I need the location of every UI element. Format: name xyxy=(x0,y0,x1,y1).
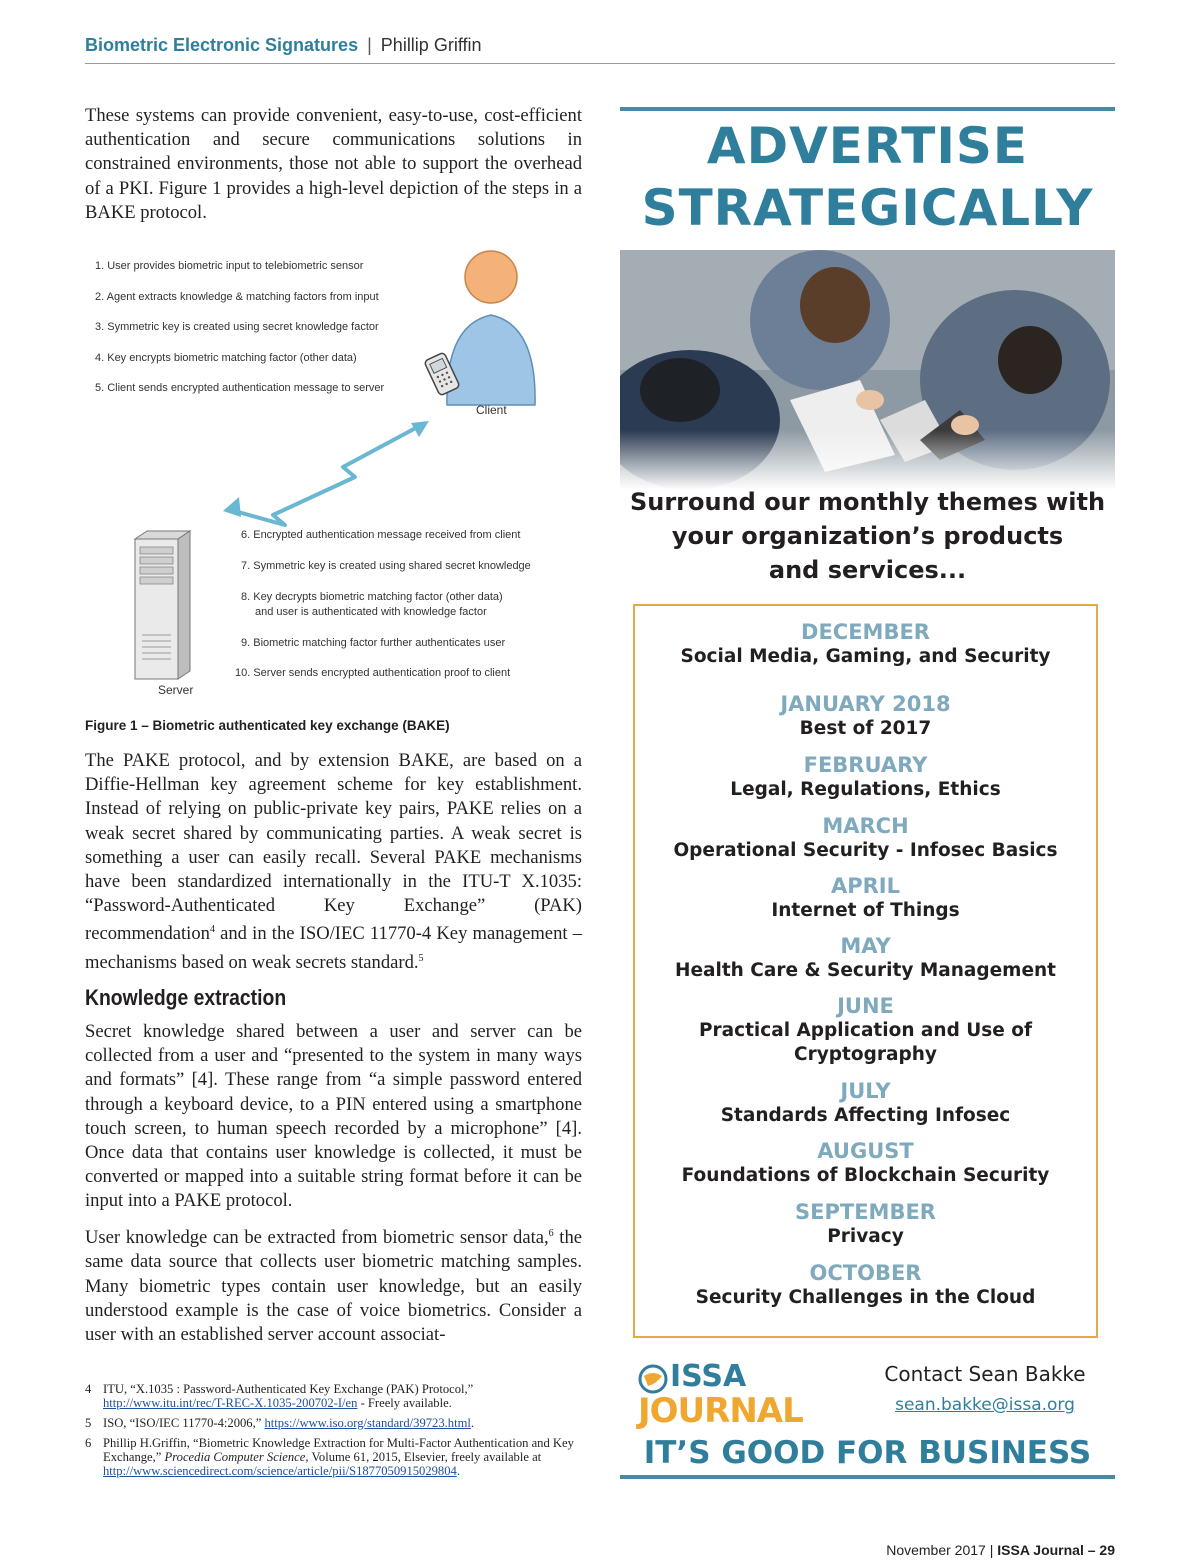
header-title: Biometric Electronic Signatures xyxy=(85,35,359,55)
footnote-after: . xyxy=(470,1416,475,1430)
client-step-5: 5. Client sends encrypted authentication message to server xyxy=(95,382,385,394)
footnotes xyxy=(85,1382,582,1484)
footnote-text: Phillip H.Griffin, “Biometric Knowledge Extraction for Multi-Factor Authentication and Key Exchange,” xyxy=(103,1436,574,1464)
theme-topic: Standards Affecting Infosec xyxy=(720,1105,1011,1126)
server-step-9: 9. Biometric matching factor further authenticates user xyxy=(241,637,506,649)
theme-topic: Privacy xyxy=(827,1226,904,1247)
ad-top-rule xyxy=(620,107,1115,111)
ad-slogan: IT’S GOOD FOR BUSINESS xyxy=(643,1435,1092,1471)
theme-topic: Social Media, Gaming, and Security xyxy=(680,646,1051,667)
footer-separator: | xyxy=(989,1542,994,1558)
server-step-7: 7. Symmetric key is created using shared secret knowledge xyxy=(241,560,531,572)
theme-august xyxy=(635,1139,1096,1188)
biometric-text-2: the same data source that collects user biometric matching samples. Many biometric types contain user knowledge, but an easily understood example is the case of voice biometrics. Consider a user with an established server account associat- xyxy=(85,1227,582,1345)
theme-month: DECEMBER xyxy=(801,620,930,644)
theme-month: OCTOBER xyxy=(809,1261,922,1285)
header-author: Phillip Griffin xyxy=(380,35,482,55)
biometric-paragraph xyxy=(85,1222,582,1347)
pake-text-2: and in the ISO/IEC 11770-4 Key management – mechanisms based on weak secrets standard. xyxy=(85,923,582,973)
footnote-after: - Freely available. xyxy=(357,1396,452,1410)
server-step-10: 10. Server sends encrypted authentication proof to client xyxy=(235,667,511,679)
transmission-arrow xyxy=(223,421,429,525)
theme-topic: Security Challenges in the Cloud xyxy=(695,1287,1036,1308)
footnote-link[interactable]: https://www.iso.org/standard/39723.html xyxy=(264,1416,471,1430)
footnote-5 xyxy=(85,1416,582,1430)
server-step-8-cont: and user is authenticated with knowledge factor xyxy=(255,606,487,618)
ad-contact: Contact Sean Bakke xyxy=(884,1362,1086,1386)
theme-september xyxy=(635,1200,1096,1249)
theme-month: MAY xyxy=(840,934,891,958)
footnote-4 xyxy=(85,1382,582,1410)
theme-month: JULY xyxy=(840,1079,891,1103)
running-header xyxy=(85,33,1115,64)
client-step-1: 1. User provides biometric input to telebiometric sensor xyxy=(95,260,364,272)
theme-month: JANUARY 2018 xyxy=(780,692,951,716)
client-person-icon xyxy=(447,251,535,405)
footnote-text: ITU, “X.1035 : Password-Authenticated Key Exchange (PAK) Protocol,” xyxy=(103,1382,474,1396)
tagline-line2: your organization’s products xyxy=(671,522,1064,550)
client-label: Client xyxy=(476,403,507,417)
pake-paragraph xyxy=(85,749,582,975)
logo-journal: JOURNAL xyxy=(638,1391,803,1431)
theme-january xyxy=(635,692,1096,741)
footnote-number: 4 xyxy=(85,1382,92,1396)
theme-october xyxy=(635,1261,1096,1310)
footnote-italic: Procedia Computer Science xyxy=(164,1450,306,1464)
section-heading: Knowledge extraction xyxy=(85,985,287,1010)
client-step-2: 2. Agent extracts knowledge & matching factors from input xyxy=(95,291,379,303)
server-icon xyxy=(135,531,190,679)
theme-topic: Best of 2017 xyxy=(799,718,932,739)
theme-topic: Internet of Things xyxy=(771,900,960,921)
footnote-text-2: , Volume 61, 2015, Elsevier, freely available at xyxy=(305,1450,542,1464)
globe-icon xyxy=(638,1364,668,1394)
theme-month: APRIL xyxy=(830,874,900,898)
theme-topic-cont: Cryptography xyxy=(794,1044,937,1065)
page-footer xyxy=(886,1542,1115,1558)
theme-month: JUNE xyxy=(837,994,894,1018)
footnote-number: 6 xyxy=(85,1436,92,1450)
intro-paragraph: These systems can provide convenient, easy-to-use, cost-efficient authentication and secure communications solutions in constrained environments, those not able to support the overhead of a PKI. Figure 1 provides a high-level depiction of the steps in a BAKE protocol. xyxy=(85,105,582,223)
server-step-6: 6. Encrypted authentication message received from client xyxy=(241,529,521,541)
tagline-line1: Surround our monthly themes with xyxy=(629,488,1106,516)
advertisement xyxy=(620,107,1115,1480)
theme-topic: Foundations of Blockchain Security xyxy=(681,1165,1050,1186)
theme-march xyxy=(635,814,1096,863)
ad-title-line2: STRATEGICALLY xyxy=(641,179,1094,237)
footer-journal-page: ISSA Journal – 29 xyxy=(997,1542,1115,1558)
server-step-8: 8. Key decrypts biometric matching factor (other data) xyxy=(241,591,503,603)
ad-photo-team xyxy=(620,250,1115,490)
footnote-link[interactable]: http://www.sciencedirect.com/science/article/pii/S1877050915029804 xyxy=(103,1464,457,1478)
theme-july xyxy=(635,1079,1096,1128)
tagline-line3: and services... xyxy=(768,556,967,584)
figure-caption: Figure 1 – Biometric authenticated key exchange (BAKE) xyxy=(85,718,450,733)
themes-box xyxy=(633,604,1098,1338)
theme-month: AUGUST xyxy=(817,1139,914,1163)
footnote-ref-6[interactable]: 6 xyxy=(548,1228,554,1239)
biometric-text-1: User knowledge can be extracted from biometric sensor data, xyxy=(85,1227,549,1249)
ad-title-line1: ADVERTISE xyxy=(706,117,1029,175)
theme-topic: Operational Security - Infosec Basics xyxy=(673,840,1058,861)
figure-bake-diagram xyxy=(85,245,585,707)
theme-may xyxy=(635,934,1096,983)
footnote-ref-5[interactable]: 5 xyxy=(418,952,424,964)
ad-bottom-rule xyxy=(620,1475,1115,1479)
issa-journal-logo xyxy=(638,1360,848,1432)
footnote-after: . xyxy=(456,1464,460,1478)
theme-topic: Practical Application and Use of xyxy=(698,1020,1033,1041)
client-step-3: 3. Symmetric key is created using secret knowledge factor xyxy=(95,321,379,333)
footnote-6 xyxy=(85,1436,582,1478)
theme-topic: Health Care & Security Management xyxy=(674,960,1057,981)
theme-december xyxy=(635,620,1096,669)
footnote-text: ISO, “ISO/IEC 11770-4:2006,” xyxy=(103,1416,265,1430)
footnote-link[interactable]: http://www.itu.int/rec/T-REC-X.1035-200702-I/en xyxy=(103,1396,358,1410)
ad-email-link[interactable]: sean.bakke@issa.org xyxy=(895,1395,1075,1415)
footnote-ref-4[interactable]: 4 xyxy=(209,924,215,936)
pake-text-1: The PAKE protocol, and by extension BAKE, are based on a Diffie-Hellman key agreement scheme for key establishment. Instead of relying on public-private key pairs, PAKE relies on a weak secret shared by communicating parties. A weak secret is something a user can easily recall. Several PAKE mechanisms have been standardized internationally in the ITU-T X.1035: “Password-Authenticated Key Exchange” (PAK) recommendation xyxy=(85,750,582,945)
header-separator: | xyxy=(367,35,372,55)
theme-april xyxy=(635,874,1096,923)
ad-tagline xyxy=(620,485,1115,587)
theme-month: MARCH xyxy=(822,814,909,838)
footer-date: November 2017 xyxy=(886,1542,986,1558)
server-label: Server xyxy=(158,683,194,697)
theme-month: SEPTEMBER xyxy=(795,1200,936,1224)
theme-june xyxy=(635,994,1096,1067)
footnote-number: 5 xyxy=(85,1416,92,1430)
theme-month: FEBRUARY xyxy=(803,753,928,777)
theme-topic: Legal, Regulations, Ethics xyxy=(730,779,1001,800)
knowledge-paragraph: Secret knowledge shared between a user and server can be collected from a user and “presented to the system in many ways and formats” [4]. These range from “a simple password entered through a keyboard device, to a PIN entered using a smartphone touch screen, to human speech recorded by a microphone” [4]. Once data that contains user knowledge is collected, it must be converted or mapped into a suitable string format before it can be input into a PAKE protocol. xyxy=(85,1021,582,1212)
logo-issa: ISSA xyxy=(670,1359,747,1394)
client-step-4: 4. Key encrypts biometric matching factor (other data) xyxy=(95,352,357,364)
theme-february xyxy=(635,753,1096,802)
